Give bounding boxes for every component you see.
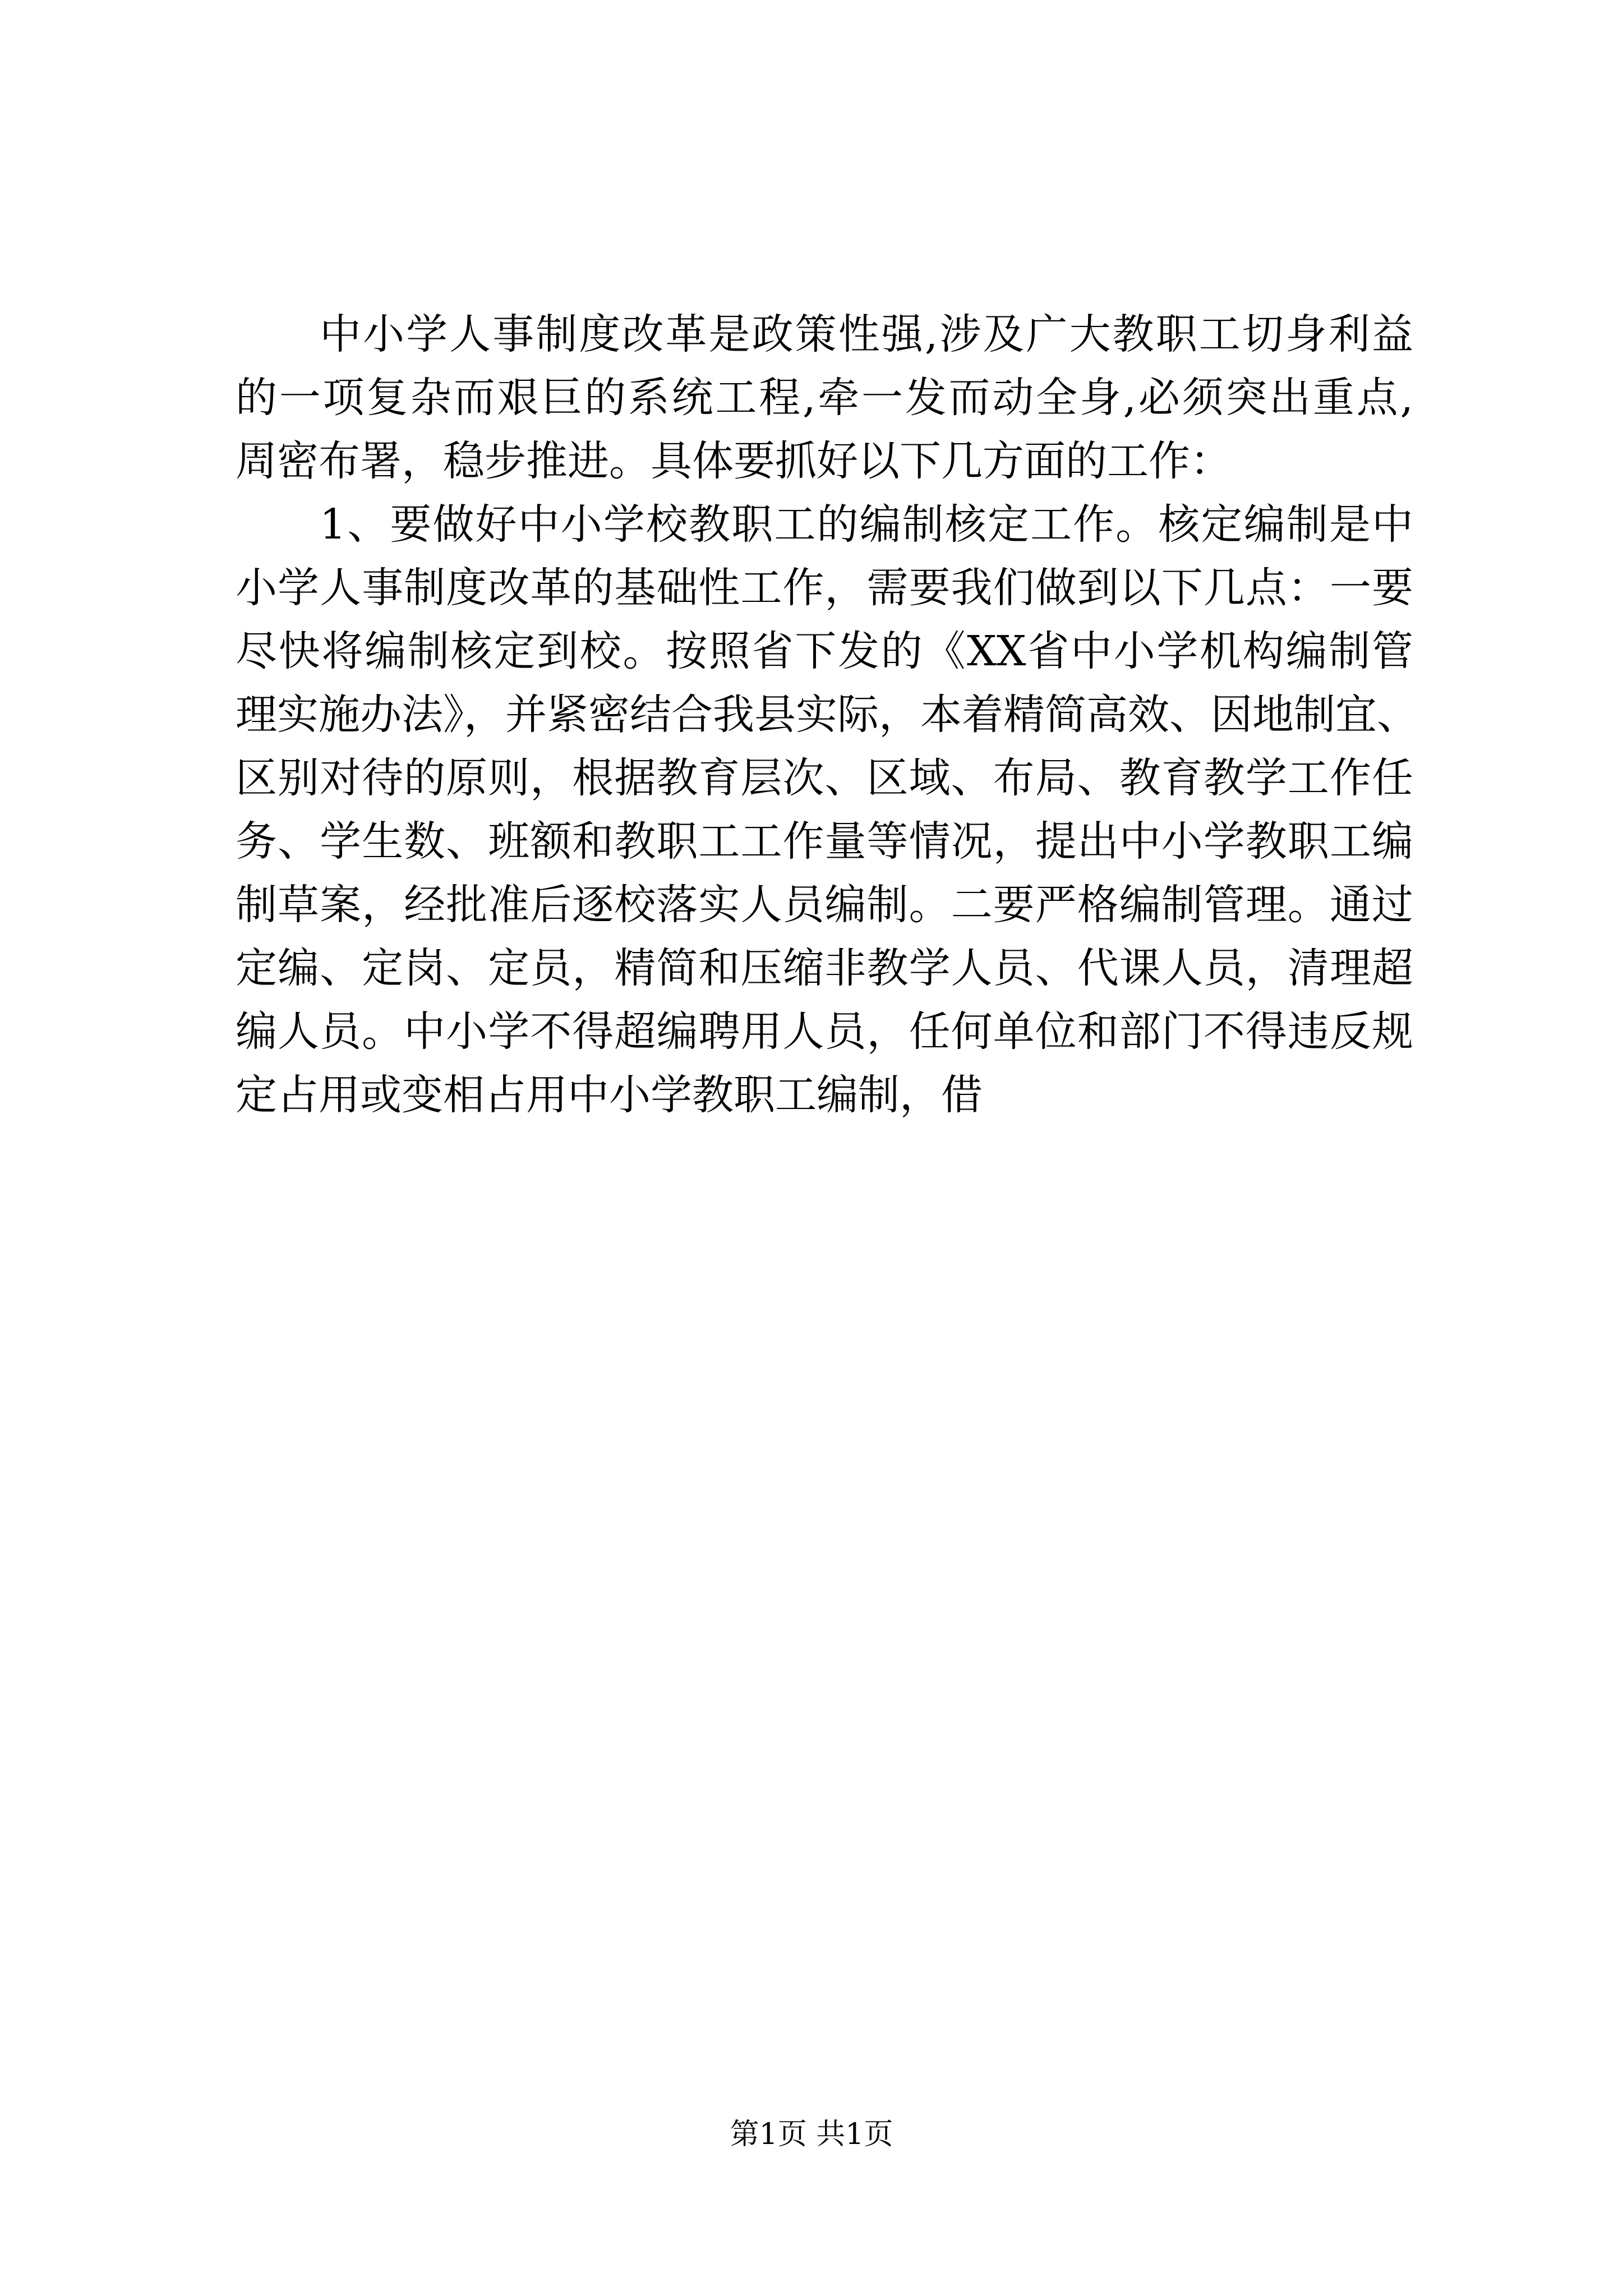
text-line: 制草案，经批准后逐校落实人员编制。二要严格编制管理。通过 — [236, 881, 1413, 929]
document-body — [236, 303, 1418, 1127]
text-line: 尽快将编制核定到校。按照省下发的《XX省中小学机构编制管 — [236, 627, 1413, 675]
text-line: 小学人事制度改革的基础性工作，需要我们做到以下几点：一要 — [236, 564, 1413, 612]
text-line: 务、学生数、班额和教职工工作量等情况，提出中小学教职工编 — [236, 817, 1413, 866]
page-footer — [0, 2115, 1623, 2154]
text-line: 的一项复杂而艰巨的系统工程,牵一发而动全身,必须突出重点, — [236, 374, 1413, 422]
text-line: 编人员。中小学不得超编聘用人员，任何单位和部门不得违反规 — [236, 1007, 1413, 1056]
text-line: 理实施办法》，并紧密结合我县实际，本着精简高效、因地制宜、 — [236, 691, 1418, 739]
text-line: 定占用或变相占用中小学教职工编制，借 — [236, 1071, 983, 1119]
text-line: 区别对待的原则，根据教育层次、区域、布局、教育教学工作任 — [236, 754, 1413, 802]
page-number-label: 第1页 共1页 — [730, 2118, 893, 2151]
text-line: 1、要做好中小学校教职工的编制核定工作。核定编制是中 — [320, 500, 1413, 549]
text-line: 周密布署，稳步推进。具体要抓好以下几方面的工作： — [236, 437, 1232, 485]
paragraph-2 — [236, 493, 1418, 1127]
paragraph-1 — [236, 303, 1413, 493]
text-line: 中小学人事制度改革是政策性强,涉及广大教职工切身利益 — [320, 310, 1413, 358]
text-line: 定编、定岗、定员，精简和压缩非教学人员、代课人员，清理超 — [236, 944, 1413, 992]
